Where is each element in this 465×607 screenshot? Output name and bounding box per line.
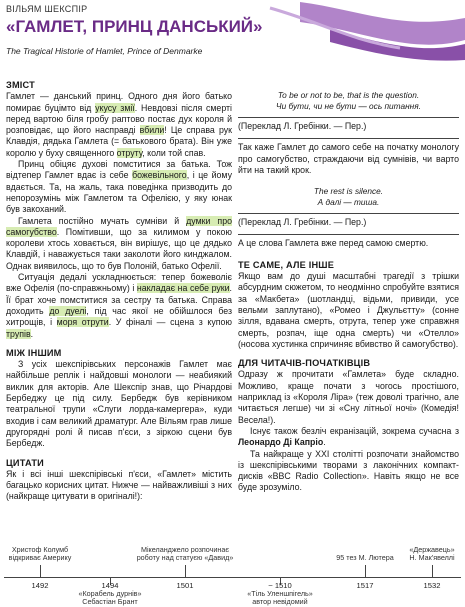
text-run: . У фіналі — сцена з купою bbox=[108, 317, 233, 328]
summary-paragraph-1 bbox=[6, 91, 232, 159]
quote-1-english: To be or not to be, that is the question. bbox=[277, 90, 420, 100]
book-subtitle: The Tragical Historie of Hamlet, Prince of Denmarke bbox=[6, 46, 203, 56]
text-run: Ситуація дедалі ускладнюється: тепер божеволіє вже Офелія (по-справжньому) і bbox=[6, 272, 232, 294]
text-run: , під час якої не обійшлося без хитрощів, і bbox=[6, 305, 233, 328]
highlight-term: до дуелі bbox=[49, 305, 87, 316]
timeline-event-machiavelli: «Державець» Н. Мак'явеллі bbox=[409, 545, 455, 563]
timeline-event-eulenspiegel: «Тіль Уленшпігель» автор невідомий bbox=[247, 589, 313, 607]
author-name: ВІЛЬЯМ ШЕКСПІР bbox=[6, 4, 88, 14]
text-run: . bbox=[323, 437, 326, 448]
summary-paragraph-4 bbox=[6, 272, 232, 340]
quotes-intro-paragraph: Як і всі інші шекспірівські п'єси, «Гамлет» містить багацько корисних цитат. Нижче — найважливіші з них (найкраще цитувати в оригіналі!): bbox=[6, 468, 232, 502]
timeline-year-1517: 1517 bbox=[356, 581, 374, 590]
summary-paragraph-2 bbox=[6, 159, 232, 215]
timeline-event-luther: 95 тез М. Лютера bbox=[336, 553, 394, 562]
timeline-event-ship-of-fools: «Корабель дурнів» Себастіан Брант bbox=[78, 589, 142, 607]
similar-works-paragraph: Якщо вам до душі масштабні трагедії з трішки абсурдним сюжетом, то неодмінно спробуйте взятися за «Макбета» (шотландці, відьми, привиди, усе вельми заплутано), «Ромео і Джульєтту» (сонне зілля, вдавана смерть, отрута, тепер уже справжня смерть, розпач, іще одна смерть) чи «Отелло» (носова хустинка спричиняє вбивство й самогубство). bbox=[238, 271, 459, 349]
beginners-paragraph-3: Та найкраще у XXI столітті розпочати знайомство із шекспірівськими творами з лаконічних компакт-дисків «BBC Radio Collection». Навіть якщо не все буде зрозуміло. bbox=[238, 448, 459, 493]
text-run: Принц обіцяє духові помститися за батька. Тож відтепер Гамлет вдає із себе bbox=[6, 159, 232, 181]
quote-2-commentary: А це слова Гамлета вже перед самою смертю. bbox=[238, 238, 429, 249]
section-heading-similar: ТЕ САМЕ, АЛЕ ІНШЕ bbox=[238, 259, 335, 270]
divider bbox=[238, 213, 459, 214]
left-column bbox=[6, 80, 232, 503]
timeline-year-1510: ~ 1510 bbox=[268, 581, 292, 590]
quote-1-ukrainian: Чи бути, чи не бути — ось питання. bbox=[276, 100, 421, 111]
text-run: . Помітивши, що за килимом у покою королеви хтось ховається, він вирішує, що це дядько Клавдій, і наважується таки заколоти його кинджалом. Однак виявилось, що то був Полоній, батько Офелії. bbox=[6, 226, 232, 271]
quote-2-english: The rest is silence. bbox=[313, 186, 384, 197]
highlight-term: укусу змії bbox=[95, 102, 135, 113]
timeline-axis bbox=[4, 577, 461, 578]
highlight-term: отруту bbox=[116, 147, 143, 158]
beginners-paragraph-2 bbox=[238, 426, 459, 449]
section-heading-trivia: МІЖ ІНШИМ bbox=[6, 347, 62, 358]
text-run: Існує також безліч екранізацій, зокрема сучасна з bbox=[250, 425, 459, 436]
beginners-paragraph-1: Одразу ж прочитати «Гамлета» буде складно. Можливо, краще почати з чогось простішого, наприклад із «Короля Ліра» (теж доволі трагічно, але читається легше) чи зі «Сну літньої ночі» (Комедія! Весела!). bbox=[238, 369, 459, 425]
text-run: . Невдовзі після смерті перед вартою біля гробу раптово постає дух короля й розповідає, що його насправді bbox=[6, 102, 233, 136]
text-run: Гамлета постійно мучать сумніви й bbox=[18, 215, 187, 226]
text-run: . bbox=[30, 328, 34, 339]
highlight-term: божевільного bbox=[132, 170, 187, 181]
text-run: . Її брат хоче помститися за сестру та батька. Справа доходить bbox=[6, 283, 232, 316]
text-run: Гамлет — данський принц. Одного дня його батько помирає буцімто від bbox=[6, 91, 232, 113]
summary-paragraph-3 bbox=[6, 216, 232, 272]
book-title: «ГАМЛЕТ, ПРИНЦ ДАНСЬКИЙ» bbox=[6, 17, 263, 36]
timeline-year-1492: 1492 bbox=[31, 581, 49, 590]
text-run: , коли той спав. bbox=[142, 147, 206, 158]
quote-2-translator-credit: (Переклад Л. Гребінки. — Пер.) bbox=[238, 217, 367, 228]
highlight-term: вбили bbox=[139, 125, 165, 136]
timeline-year-1494: 1494 bbox=[101, 581, 119, 590]
highlight-term: думки про самогубство bbox=[6, 215, 232, 237]
timeline-tick bbox=[432, 565, 433, 577]
timeline-tick bbox=[365, 565, 366, 577]
divider bbox=[238, 117, 459, 118]
section-heading-summary: ЗМІСТ bbox=[6, 80, 35, 90]
divider bbox=[238, 234, 459, 235]
timeline-tick bbox=[40, 565, 41, 577]
highlight-term: трупів bbox=[6, 328, 31, 339]
timeline-event-david: Мікеланджело розпочинає роботу над статуєю «Давид» bbox=[136, 545, 234, 563]
timeline-event-columbus: Христоф Колумб відкриває Америку bbox=[8, 545, 72, 563]
highlight-term: накладає на себе руки bbox=[136, 283, 230, 294]
timeline-tick bbox=[185, 565, 186, 577]
right-column bbox=[238, 80, 459, 494]
text-run: ! Це справа рук Клавдія, дядька Гамлета (= батькового брата). Він уже королю у буху священного bbox=[6, 125, 232, 158]
quote-1-translator-credit: (Переклад Л. Гребінки. — Пер.) bbox=[238, 121, 367, 131]
timeline-year-1501: 1501 bbox=[176, 581, 194, 590]
section-heading-quotes: ЦИТАТИ bbox=[6, 457, 44, 468]
quote-2-ukrainian: А далі — тиша. bbox=[317, 196, 380, 207]
timeline-year-1532: 1532 bbox=[423, 581, 441, 590]
text-run: , і це йому вдається. Та, на жаль, така поведінка призводить до непорозумінь між Гамлетом та Офелією, у яку юнак був закоханий. bbox=[6, 170, 232, 215]
actor-name: Леонардо Ді Капріо bbox=[238, 437, 324, 448]
highlight-term: моря отрути bbox=[56, 317, 109, 328]
trivia-paragraph: З усіх шекспірівських персонажів Гамлет має найбільше реплік і найдовші монологи — неабиякий виклик для акторів. Але Шекспір знав, що Річардові Бербеджу це під силу. Бербедж був керівником театральної трупи «Слуги лорда-камергера», куди входив і сам великий драматург. Але Вільям грав лише другорядні ролі й писав п'єси, з зіркою сцени був Бербедж. bbox=[6, 359, 232, 449]
divider bbox=[238, 138, 459, 139]
section-heading-beginners: ДЛЯ ЧИТАЧІВ-ПОЧАТКІВЦІВ bbox=[238, 358, 371, 369]
quote-1-commentary: Так каже Гамлет до самого себе на початку монологу про самогубство, страждаючи від сумнівів, чи варто йти на такий крок. bbox=[238, 142, 459, 175]
